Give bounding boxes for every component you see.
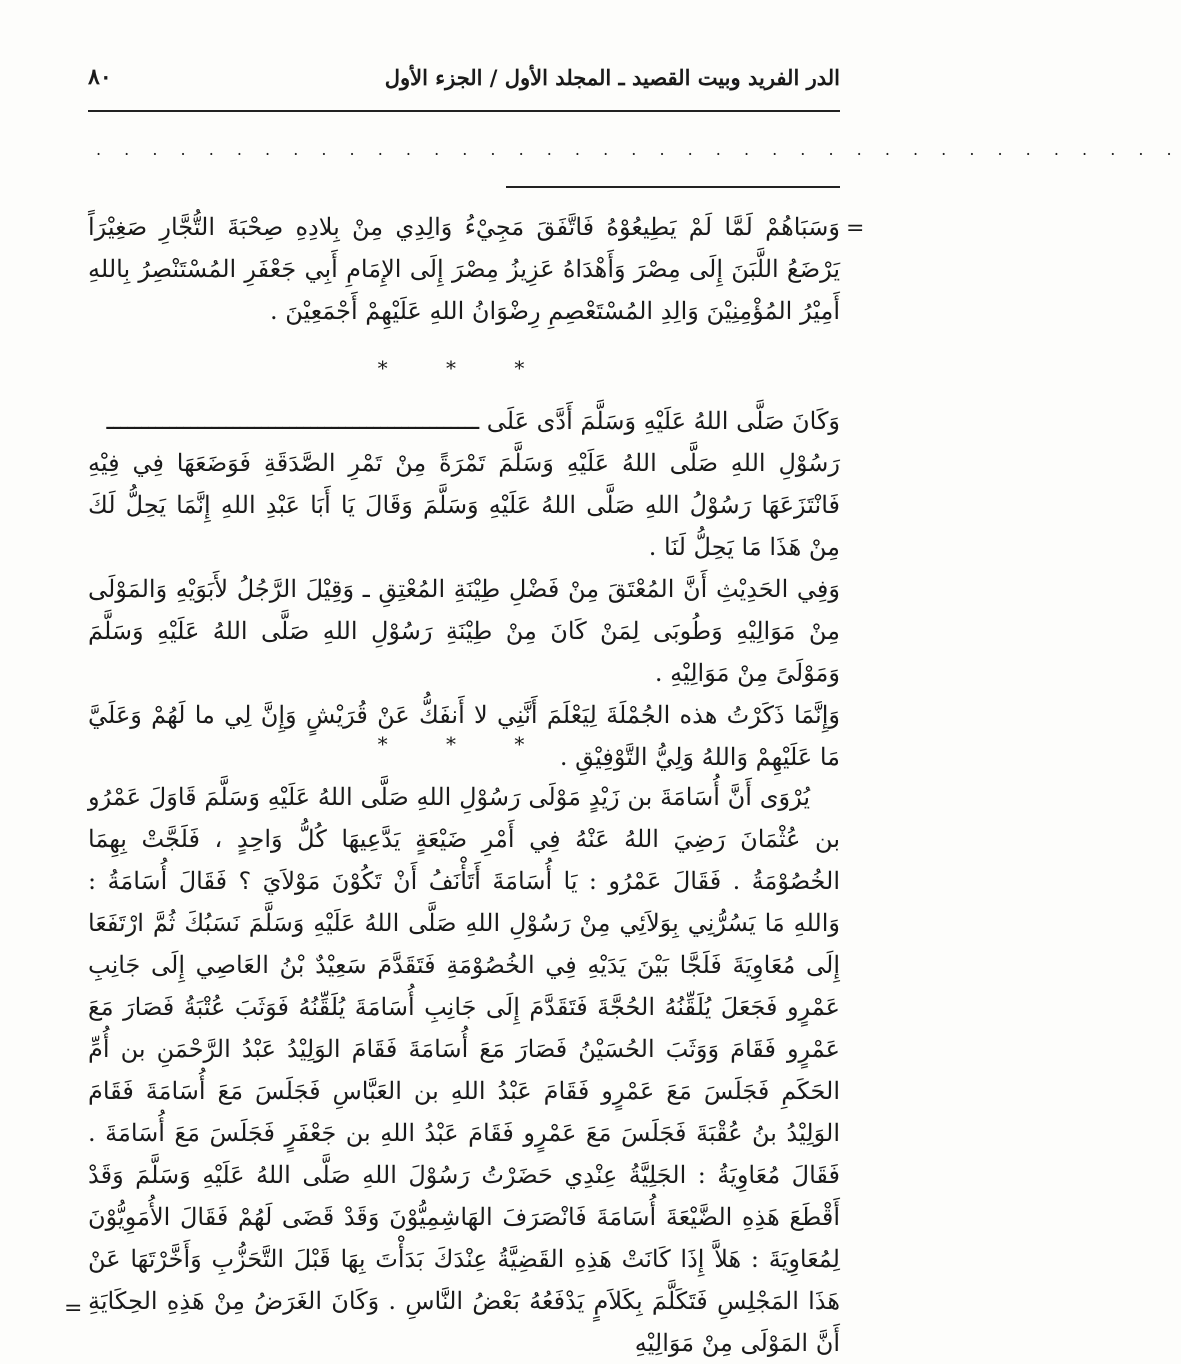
- paragraph-1: وَسَبَاهُمْ لَمَّا لَمْ يَطِيعُوْهُ فَاتَّفَقَ مَجِيْءُ وَالِدِي مِنْ بِلادِهِ صِحْبَةَ التُّجَّارِ صَغِيْرَاً يَرْضَعُ اللَّبَنَ إِلَى مِصْرَ وَأَهْدَاهُ عَزِيزُ مِصْرَ إِلَى الإِمَامِ أَبِي جَعْفَرِ المُسْتَنْصِرُ بِاللهِ أَمِيْرُ المُؤْمِنِيْنَ وَالِدِ المُسْتَعْصِمِ رِضْوَانُ اللهِ عَلَيْهِمْ أَجْمَعِيْنَ .: [88, 213, 840, 325]
- header-rule: [88, 110, 840, 112]
- dash-leader: ـــــــــــــــــــــــــــــــــــــــــــــــــــــ: [106, 407, 480, 435]
- paragraph-2-body: رَسُوْلِ اللهِ صَلَّى اللهُ عَلَيْهِ وَسَلَّمَ تَمْرَةً مِنْ تَمْرِ الصَّدَقَةِ فَوَضَعَهَا فِي فِيْهِ فَانْتَزَعَهَا رَسُوْلُ اللهِ صَلَّى اللهُ عَلَيْهِ وَسَلَّمَ وَقَالَ يَا أَبَا عَبْدِ اللهِ إِنَّمَا يَحِلُّ لَكَ مِنْ هَذَا مَا يَحِلُّ لَنَا .: [88, 449, 840, 561]
- paragraph-2-line-1: [88, 400, 840, 442]
- section-1: [88, 206, 840, 332]
- running-head: [88, 60, 840, 94]
- section-3: [88, 776, 840, 1364]
- running-title: الدر الفريد وبيت القصيد ـ المجلد الأول / الجزء الأول: [384, 64, 840, 90]
- page-number: ٨٠: [88, 64, 112, 90]
- continuation-mark-top: =: [846, 216, 865, 241]
- paragraph-4: وَإِنَّمَا ذَكَرْتُ هذه الجُمْلَةَ لِيَعْلَمَ أَنَّنِي لا أَنفَكُّ عَنْ قُرَيْشٍ وَإِنَّ لِي ما لَهُمْ وَعَلَيَّ مَا عَلَيْهِمْ وَاللهُ وَلِيُّ التَّوْفِيْقِ .: [88, 701, 840, 771]
- dotted-separator: . . . . . . . . . . . . . . . . . . . . . . . . . . . . . . . . . . . . . . .: [96, 140, 1181, 159]
- stars-divider-2: * * *: [377, 732, 551, 756]
- section-rule: [506, 186, 840, 188]
- stars-divider-1: * * *: [377, 356, 551, 380]
- continuation-mark-bottom: =: [64, 1296, 83, 1321]
- section-2: [88, 400, 840, 778]
- paragraph-3: وَفِي الحَدِيْثِ أَنَّ المُعْتَقَ مِنْ فَضْلِ طِيْنَةِ المُعْتِقِ ـ وَقِيْلَ الرَّجُلُ لأَبَوَيْهِ وَالمَوْلَى مِنْ مَوَالِيْهِ وَطُوبَى لِمَنْ كَانَ مِنْ طِيْنَةِ رَسُوْلِ اللهِ صَلَّى اللهُ عَلَيْهِ وَسَلَّمَ وَمَوْلَىً مِنْ مَوَالِيْهِ .: [88, 575, 840, 687]
- paragraph-5: يُرْوَى أَنَّ أُسَامَةَ بن زَيْدٍ مَوْلَى رَسُوْلِ اللهِ صَلَّى اللهُ عَلَيْهِ وَسَلَّمَ قَاوَلَ عَمْرُو بن عُثْمَانَ رَضِيَ اللهُ عَنْهُ فِي أَمْرِ ضَيْعَةٍ يَدَّعِيهَا كُلُّ وَاحِدٍ ، فَلَجَّتْ بِهِمَا الخُصُوْمَةُ . فَقَالَ عَمْرُو : يَا أُسَامَةَ أَتَأْنَفُ أَنْ تَكُوْنَ مَوْلاَيَ ؟ فَقَالَ أُسَامَةُ : وَاللهِ مَا يَسُرُّنِي بِوَلاَئِي مِنْ رَسُوْلِ اللهِ صَلَّى اللهُ عَلَيْهِ وَسَلَّمَ نَسَبُكَ ثُمَّ ارْتَفَعَا إِلَى مُعَاوِيَةَ فَلَجَّا بَيْنَ يَدَيْهِ فِي الخُصُوْمَةِ فَتَقَدَّمَ سَعِيْدٌ بْنُ العَاصِي إِلَى جَانِبِ عَمْرٍو فَجَعَلَ يُلَقِّنُهُ الحُجَّةَ فَتَقَدَّمَ إِلَى جَانِبِ أُسَامَةَ يُلَقِّنُهُ فَوَثَبَ عُتْبَةُ فَصَارَ مَعَ عَمْرٍو فَقَامَ وَوَثَبَ الحُسَيْنُ فَصَارَ مَعَ أُسَامَةَ فَقَامَ الوَلِيْدُ عَبْدُ الرَّحْمَنِ بن أُمِّ الحَكَمِ فَجَلَسَ مَعَ عَمْرٍو فَقَامَ عَبْدُ اللهِ بن العَبَّاسِ فَجَلَسَ مَعَ أُسَامَةَ فَقَامَ الوَلِيْدُ بنُ عُقْبَةَ فَجَلَسَ مَعَ عَمْرٍو فَقَامَ عَبْدُ اللهِ بن جَعْفَرٍ فَجَلَسَ مَعَ أُسَامَةَ . فَقَالَ مُعَاوِيَةُ : الجَلِيَّةُ عِنْدِي حَضَرْتُ رَسُوْلَ اللهِ صَلَّى اللهُ عَلَيْهِ وَسَلَّمَ وَقَدْ أَقْطَعَ هَذِهِ الضَّيْعَةَ أُسَامَةَ فَانْصَرَفَ الهَاشِمِيُّوْنَ وَقَدْ قَضَى لَهُمْ فَقَالَ الأُمَوِيُّوْنَ لِمُعَاوِيَةَ : هَلاَّ إِذَا كَانَتْ هَذِهِ القَضِيَّةُ عِنْدَكَ بَدَأْتَ بِهَا قَبْلَ التَّحَزُّبِ وَأَخَّرْتَهَا عَنْ هَذَا المَجْلِسِ فَتَكَلَّمَ بِكَلاَمٍ يَدْفَعُهُ بَعْضُ النَّاسِ . وَكَانَ الغَرَضُ مِنْ هَذِهِ الحِكَايَةِ أَنَّ المَوْلَى مِنْ مَوَالِيْهِ: [88, 783, 841, 1357]
- paragraph-2-opening: وَكَانَ صَلَّى اللهُ عَلَيْهِ وَسَلَّمَ أَدَّى عَلَى: [486, 407, 840, 435]
